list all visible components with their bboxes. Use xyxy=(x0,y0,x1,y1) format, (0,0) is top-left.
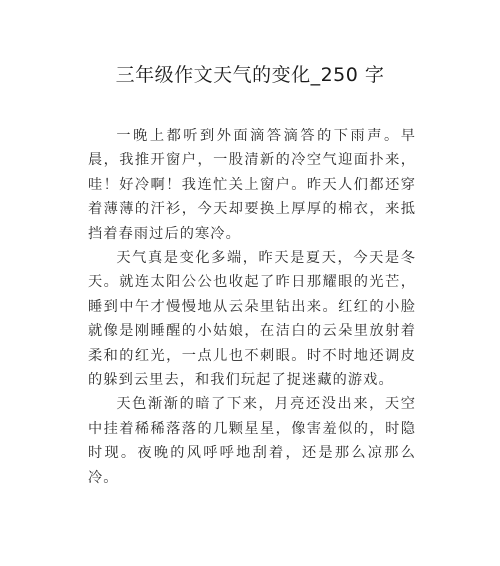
paragraph-1: 一晚上都听到外面滴答滴答的下雨声。早晨，我推开窗户，一股清新的冷空气迎面扑来，哇！好冷啊！我连忙关上窗户。昨天人们都还穿着薄薄的汗衫，今天却要换上厚厚的棉衣，来抵挡着春雨过后的寒冷。 xyxy=(88,128,416,242)
paragraph-2: 天气真是变化多端，昨天是夏天，今天是冬天。就连太阳公公也收起了昨日那耀眼的光芒，睡到中午才慢慢地从云朵里钻出来。红红的小脸就像是刚睡醒的小姑娘，在洁白的云朵里放射着柔和的红光，一点儿也不刺眼。时不时地还调皮的躲到云里去，和我们玩起了捉迷藏的游戏。 xyxy=(88,250,416,389)
essay-body xyxy=(88,124,416,490)
paragraph-3: 天色渐渐的暗了下来，月亮还没出来，天空中挂着稀稀落落的几颗星星，像害羞似的，时隐时现。夜晚的风呼呼地刮着，还是那么凉那么冷。 xyxy=(88,396,416,486)
document-title: 三年级作文天气的变化_250 字 xyxy=(115,64,385,86)
